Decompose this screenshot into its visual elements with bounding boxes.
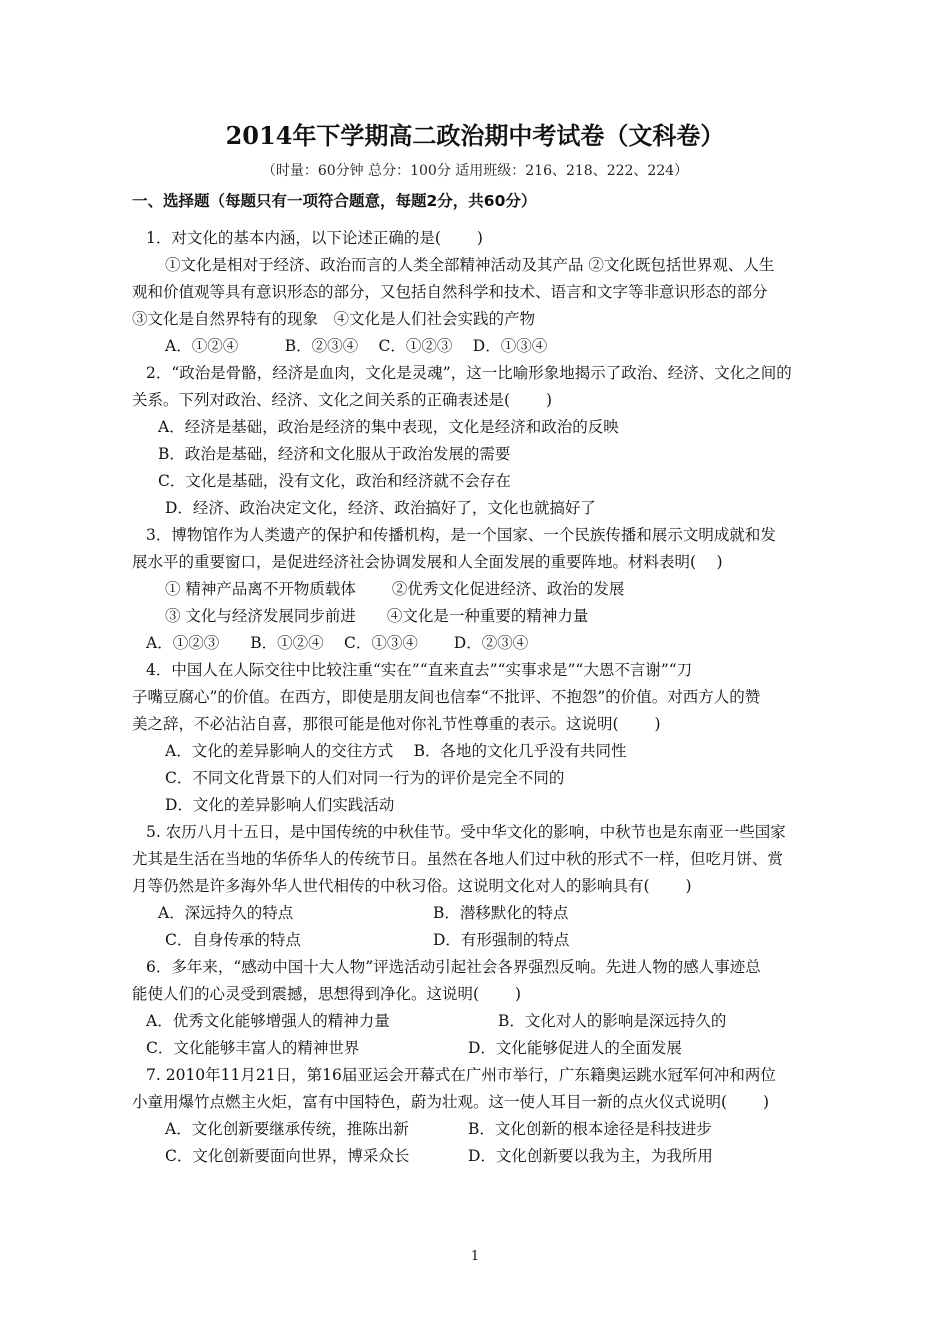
q1-statement-line: ①文化是相对于经济、政治而言的人类全部精神活动及其产品 ②文化既包括世界观、人生 <box>165 256 775 274</box>
q2-option-d: D．经济、政治决定文化，经济、政治搞好了，文化也就搞好了 <box>165 499 596 517</box>
q1-stem: 1．对文化的基本内涵，以下论述正确的是( ) <box>146 229 483 247</box>
q5-option-a: A．深远持久的特点 <box>158 904 294 922</box>
q7-option-d: D．文化创新要以我为主，为我所用 <box>468 1147 713 1165</box>
q2-option-c: C．文化是基础，没有文化，政治和经济就不会存在 <box>158 472 511 490</box>
q3-statement-line: ① 精神产品离不开物质载体 ②优秀文化促进经济、政治的发展 <box>165 580 625 598</box>
q1-statement-line: ③文化是自然界特有的现象 ④文化是人们社会实践的产物 <box>132 310 536 328</box>
q5-stem: 5. 农历八月十五日，是中国传统的中秋佳节。受中华文化的影响，中秋节也是东南亚一些国家 <box>146 823 786 841</box>
section-heading: 一、选择题（每题只有一项符合题意，每题2分，共60分） <box>132 192 537 210</box>
q7-option-c: C．文化创新要面向世界，博采众长 <box>165 1147 410 1165</box>
exam-subtitle: （时量：60分钟 总分：100分 适用班级：216、218、222、224） <box>261 163 689 179</box>
q2-stem: 关系。下列对政治、经济、文化之间关系的正确表述是( ) <box>132 391 553 409</box>
q2-option-b: B．政治是基础，经济和文化服从于政治发展的需要 <box>158 445 511 463</box>
q6-stem: 能使人们的心灵受到震撼，思想得到净化。这说明( ) <box>132 985 522 1003</box>
q4-option-ab: A．文化的差异影响人的交往方式 B．各地的文化几乎没有共同性 <box>165 742 627 760</box>
q4-option-d: D．文化的差异影响人们实践活动 <box>165 796 395 814</box>
q5-option-c: C．自身传承的特点 <box>165 931 301 949</box>
q7-stem: 7. 2010年11月21日，第16届亚运会开幕式在广州市举行，广东籍奥运跳水冠军何冲和两位 <box>146 1066 776 1084</box>
q2-option-a: A．经济是基础，政治是经济的集中表现，文化是经济和政治的反映 <box>158 418 619 436</box>
q4-option-c: C．不同文化背景下的人们对同一行为的评价是完全不同的 <box>165 769 565 787</box>
q1-statement-line: 观和价值观等具有意识形态的部分，又包括自然科学和技术、语言和文字等非意识形态的部分 <box>132 283 768 301</box>
q6-stem: 6．多年来，“感动中国十大人物”评选活动引起社会各界强烈反响。先进人物的感人事迹总 <box>146 958 761 976</box>
exam-title: 2014年下学期高二政治期中考试卷（文科卷） <box>225 121 725 150</box>
q7-option-b: B．文化创新的根本途径是科技进步 <box>468 1120 712 1138</box>
q3-options: A．①②③ B．①②④ C．①③④ D．②③④ <box>146 634 529 652</box>
q6-option-b: B．文化对人的影响是深远持久的 <box>498 1012 727 1030</box>
q6-option-c: C．文化能够丰富人的精神世界 <box>146 1039 360 1057</box>
q5-option-b: B．潜移默化的特点 <box>433 904 569 922</box>
q7-stem: 小童用爆竹点燃主火炬，富有中国特色，蔚为壮观。这一使人耳目一新的点火仪式说明( ) <box>132 1093 770 1111</box>
q5-stem: 尤其是生活在当地的华侨华人的传统节日。虽然在各地人们过中秋的形式不一样，但吃月饼、赏 <box>132 850 784 868</box>
q5-stem: 月等仍然是许多海外华人世代相传的中秋习俗。这说明文化对人的影响具有( ) <box>132 877 692 895</box>
page-number: 1 <box>470 1249 480 1264</box>
q7-option-a: A．文化创新要继承传统，推陈出新 <box>165 1120 409 1138</box>
q6-option-d: D．文化能够促进人的全面发展 <box>468 1039 682 1057</box>
q4-stem: 子嘴豆腐心”的价值。在西方，即使是朋友间也信奉“不批评、不抱怨”的价值。对西方人的赞 <box>132 688 761 706</box>
q3-stem: 3．博物馆作为人类遗产的保护和传播机构，是一个国家、一个民族传播和展示文明成就和发 <box>146 526 776 544</box>
q1-options: A．①②④ B．②③④ C．①②③ D．①③④ <box>165 337 548 355</box>
q3-stem: 展水平的重要窗口，是促进经济社会协调发展和人全面发展的重要阵地。材料表明( ) <box>132 553 723 571</box>
q6-option-a: A．优秀文化能够增强人的精神力量 <box>146 1012 390 1030</box>
q4-stem: 4．中国人在人际交往中比较注重“实在”“直来直去”“实事求是”“大恩不言谢”“刀 <box>146 661 693 679</box>
q2-stem: 2．“政治是骨骼，经济是血肉，文化是灵魂”，这一比喻形象地揭示了政治、经济、文化之间的 <box>146 364 792 382</box>
q3-statement-line: ③ 文化与经济发展同步前进 ④文化是一种重要的精神力量 <box>165 607 589 625</box>
q5-option-d: D．有形强制的特点 <box>433 931 570 949</box>
q4-stem: 美之辞，不必沾沾自喜，那很可能是他对你礼节性尊重的表示。这说明( ) <box>132 715 661 733</box>
